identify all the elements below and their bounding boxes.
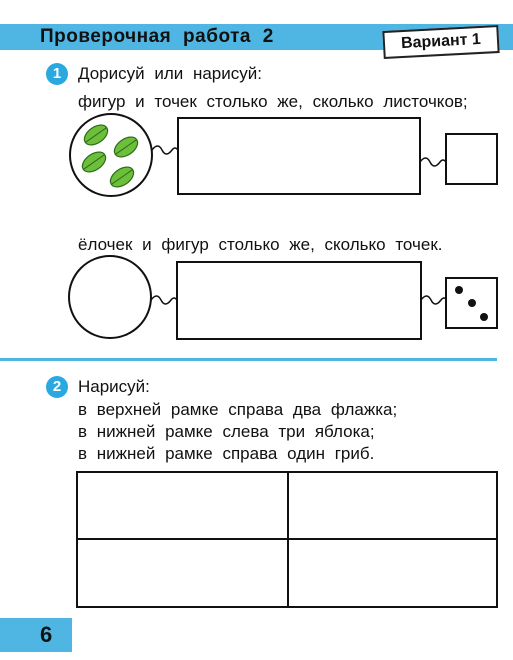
drawing-grid <box>77 472 497 607</box>
answer-circle-2 <box>69 256 151 338</box>
page-number: 6 <box>40 622 53 647</box>
task2-instruction: Нарисуй: <box>78 377 150 396</box>
task1-line-1: фигур и точек столько же, сколько листочков; <box>78 92 468 111</box>
answer-rectangle-1 <box>178 118 420 194</box>
connector-squiggle <box>420 158 446 166</box>
connector-squiggle <box>421 296 447 304</box>
answer-square-1 <box>446 134 497 184</box>
task1-line-2: ёлочек и фигур столько же, сколько точек. <box>78 235 443 254</box>
task2-line-1: в верхней рамке справа два флажка; <box>78 400 398 419</box>
dice-three-dots <box>446 278 497 328</box>
variant-label: Вариант 1 <box>382 25 499 59</box>
page-number-band <box>0 618 72 652</box>
connector-squiggle <box>151 296 177 304</box>
task-number-2: 2 <box>46 376 68 398</box>
section-divider <box>0 358 497 361</box>
task1-instruction: Дорисуй или нарисуй: <box>78 64 262 83</box>
page-title: Проверочная работа 2 <box>40 26 274 47</box>
task-number-1: 1 <box>46 63 68 85</box>
task2-line-2: в нижней рамке слева три яблока; <box>78 422 375 441</box>
answer-rectangle-2 <box>177 262 421 339</box>
task2-line-3: в нижней рамке справа один гриб. <box>78 444 375 463</box>
connector-squiggle <box>152 146 178 154</box>
